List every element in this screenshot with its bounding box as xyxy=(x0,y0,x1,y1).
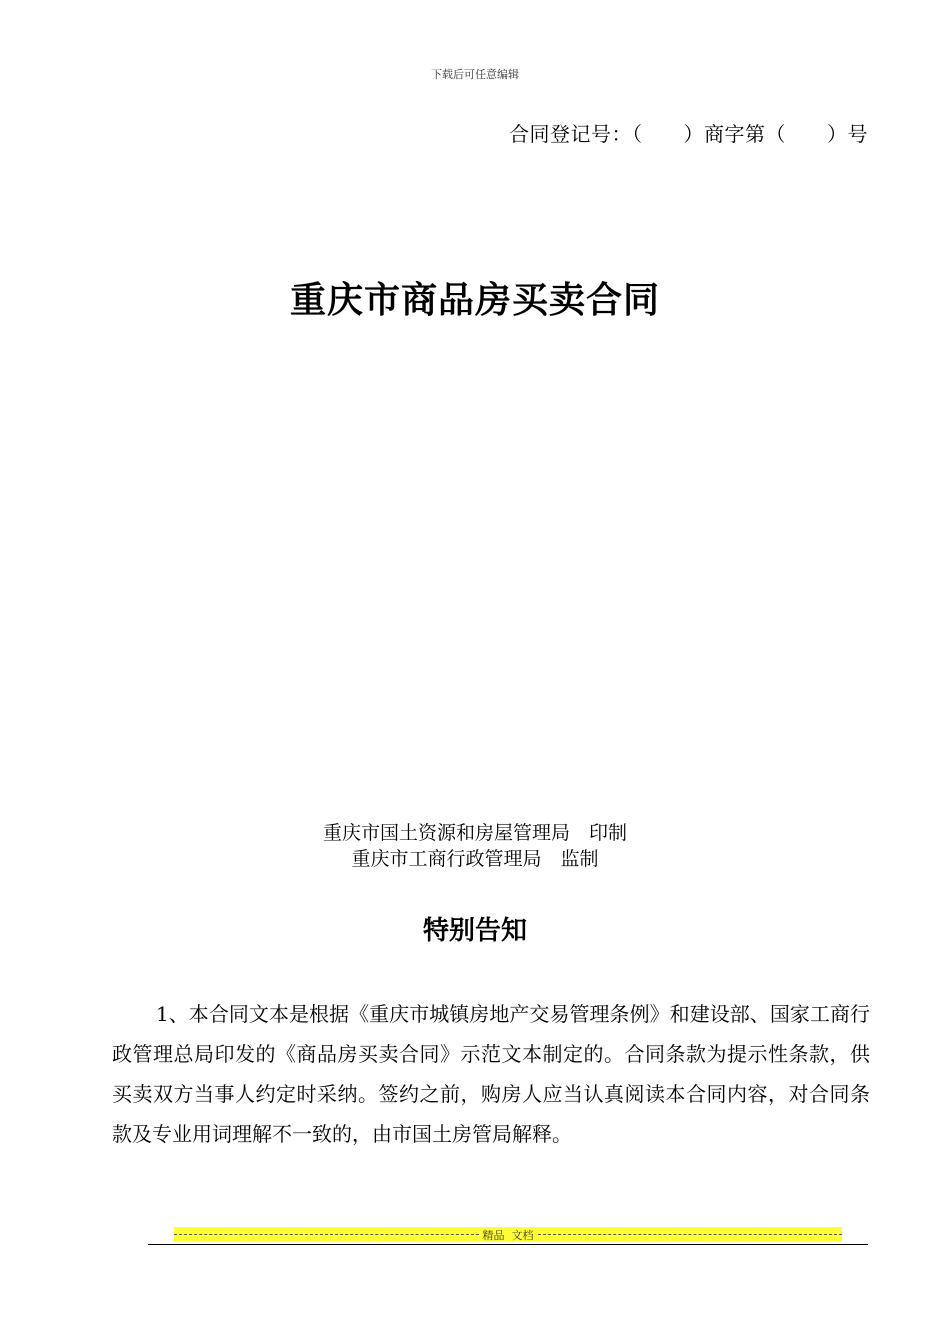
footer-rule xyxy=(148,1244,868,1245)
footer-label: 精品 文档 xyxy=(482,1228,534,1242)
document-title: 重庆市商品房买卖合同 xyxy=(289,279,660,321)
special-notice-title: 特别告知 xyxy=(422,916,527,946)
footer-highlight-band xyxy=(174,1227,842,1242)
footer-dashes-right xyxy=(538,1234,843,1235)
issuer-printing-authority: 重庆市国土资源和房屋管理局 印制 xyxy=(322,822,627,844)
page-header-note: 下载后可任意编辑 xyxy=(431,68,519,81)
contract-registration-number: 合同登记号：（ ）商字第（ ）号 xyxy=(509,122,868,146)
footer-dashes-left xyxy=(174,1234,479,1235)
issuer-supervising-authority: 重庆市工商行政管理局 监制 xyxy=(351,848,599,870)
notice-paragraph: 1、本合同文本是根据《重庆市城镇房地产交易管理条例》和建设部、国家工商行政管理总局印发的《商品房买卖合同》示范文本制定的。合同条款为提示性条款，供买卖双方当事人约定时采纳。签约之前，购房人应当认真阅读本合同内容，对合同条款及专业用词理解不一致的，由市国土房管局解释。 xyxy=(112,1002,870,1146)
